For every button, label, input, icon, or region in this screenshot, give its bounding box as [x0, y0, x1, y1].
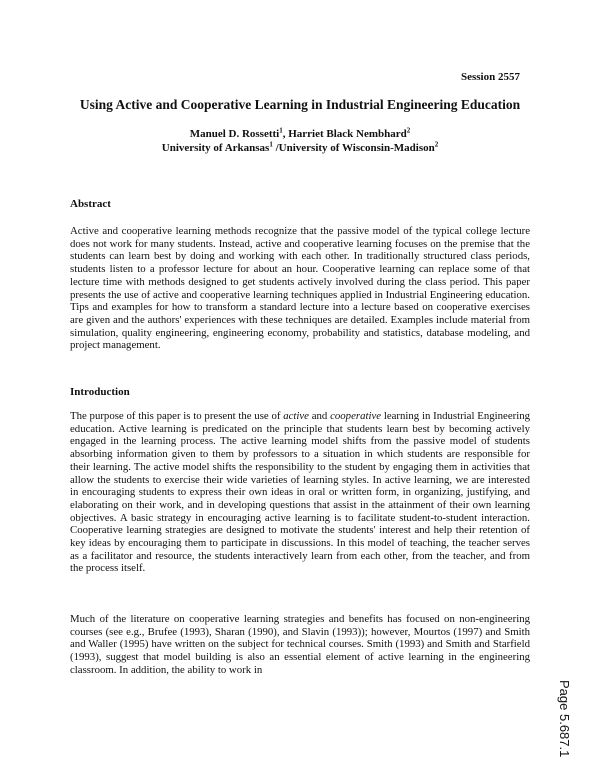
intro-p1-emphasis-cooperative: cooperative	[330, 410, 382, 422]
author-2-sup: 2	[406, 126, 411, 135]
author-line	[0, 127, 600, 141]
affiliation-line	[0, 141, 600, 155]
intro-p1-part-b: and	[308, 410, 331, 422]
paper-title: Using Active and Cooperative Learning in Industrial Engineering Education	[79, 97, 521, 112]
affiliation-2: University of Wisconsin-Madison	[278, 142, 435, 154]
session-number: Session 2557	[461, 71, 520, 83]
abstract-heading: Abstract	[70, 198, 111, 210]
intro-p1-emphasis-active: active	[283, 410, 309, 422]
abstract-text: Active and cooperative learning methods recognize that the passive model of the typical college lecture does not work for many students. Instead, active and cooperative learning focuses on the premise that the students can learn best by doing and working with each other. In traditionally structured class periods, students listen to a professor lecture for about an hour. Cooperative learning can replace some of that lecture time with methods designed to get students actively involved during the class period. This paper presents the use of active and cooperative learning techniques applied in Industrial Engineering education. Tips and examples for how to transform a standard lecture into a lecture based on cooperative exercises are given and the authors' experiences with these techniques are detailed. Examples include material from simulation, quality engineering, engineering economy, probability and statistics, database modeling, and project management.	[70, 225, 530, 352]
affiliation-2-sup: 2	[434, 140, 439, 149]
intro-p2-text: Much of the literature on cooperative learning strategies and benefits has focused on non-engineering courses (see e.g., Brufee (1993), Sharan (1990), and Slavin (1993)); however, Mourtos (1997) and Smith and Waller (1995) have written on the subject for technical courses. Smith (1993) and Smith and Starfield (1993), suggest that model building is also an essential element of active learning in the engineering classroom. In addition, the ability to work in	[70, 613, 530, 676]
affiliation-separator: /	[272, 142, 279, 154]
author-1: Manuel D. Rossetti	[189, 128, 280, 140]
abstract-body	[70, 225, 530, 352]
affiliation-1-sup: 1	[269, 140, 273, 149]
affiliation-1: University of Arkansas	[161, 142, 270, 154]
introduction-paragraph-2	[70, 613, 530, 677]
introduction-heading: Introduction	[70, 386, 130, 398]
author-block	[0, 127, 600, 155]
page-number-side-label: Page 5.687.1	[557, 680, 572, 758]
author-2: Harriet Black Nembhard	[288, 128, 407, 140]
intro-p1-part-a: The purpose of this paper is to present the use of	[70, 410, 284, 422]
introduction-paragraph-1	[70, 410, 530, 575]
author-1-sup: 1	[279, 126, 283, 135]
author-separator: ,	[282, 128, 289, 140]
intro-p1-part-c: learning in Industrial Engineering education. Active learning is predicated on the principle that students learn best by becoming actively engaged in the learning process. The active learning model shifts from the passive model of students absorbing information given to them by professors to a situation in which students are responsible for their learning. The active model shifts the responsibility to the student by engaging them in activities that allow the students to exercise their wide varieties of learning styles. In active learning, we are interested in encouraging students to express their own ideas in oral or written form, in organizing, justifying, and elaborating on their work, and in developing questions that assist in the attainment of their own learning objectives. A basic strategy in encouraging active learning is to facilitate student-to-student interaction. Cooperative learning strategies are designed to motivate the students' interest and help their retention of key ideas by encouraging them to participate in discussions. In this model of teaching, the teacher serves as a facilitator and resource, the students interactively learn from each other, from the teacher, and from the process itself.	[70, 410, 530, 575]
